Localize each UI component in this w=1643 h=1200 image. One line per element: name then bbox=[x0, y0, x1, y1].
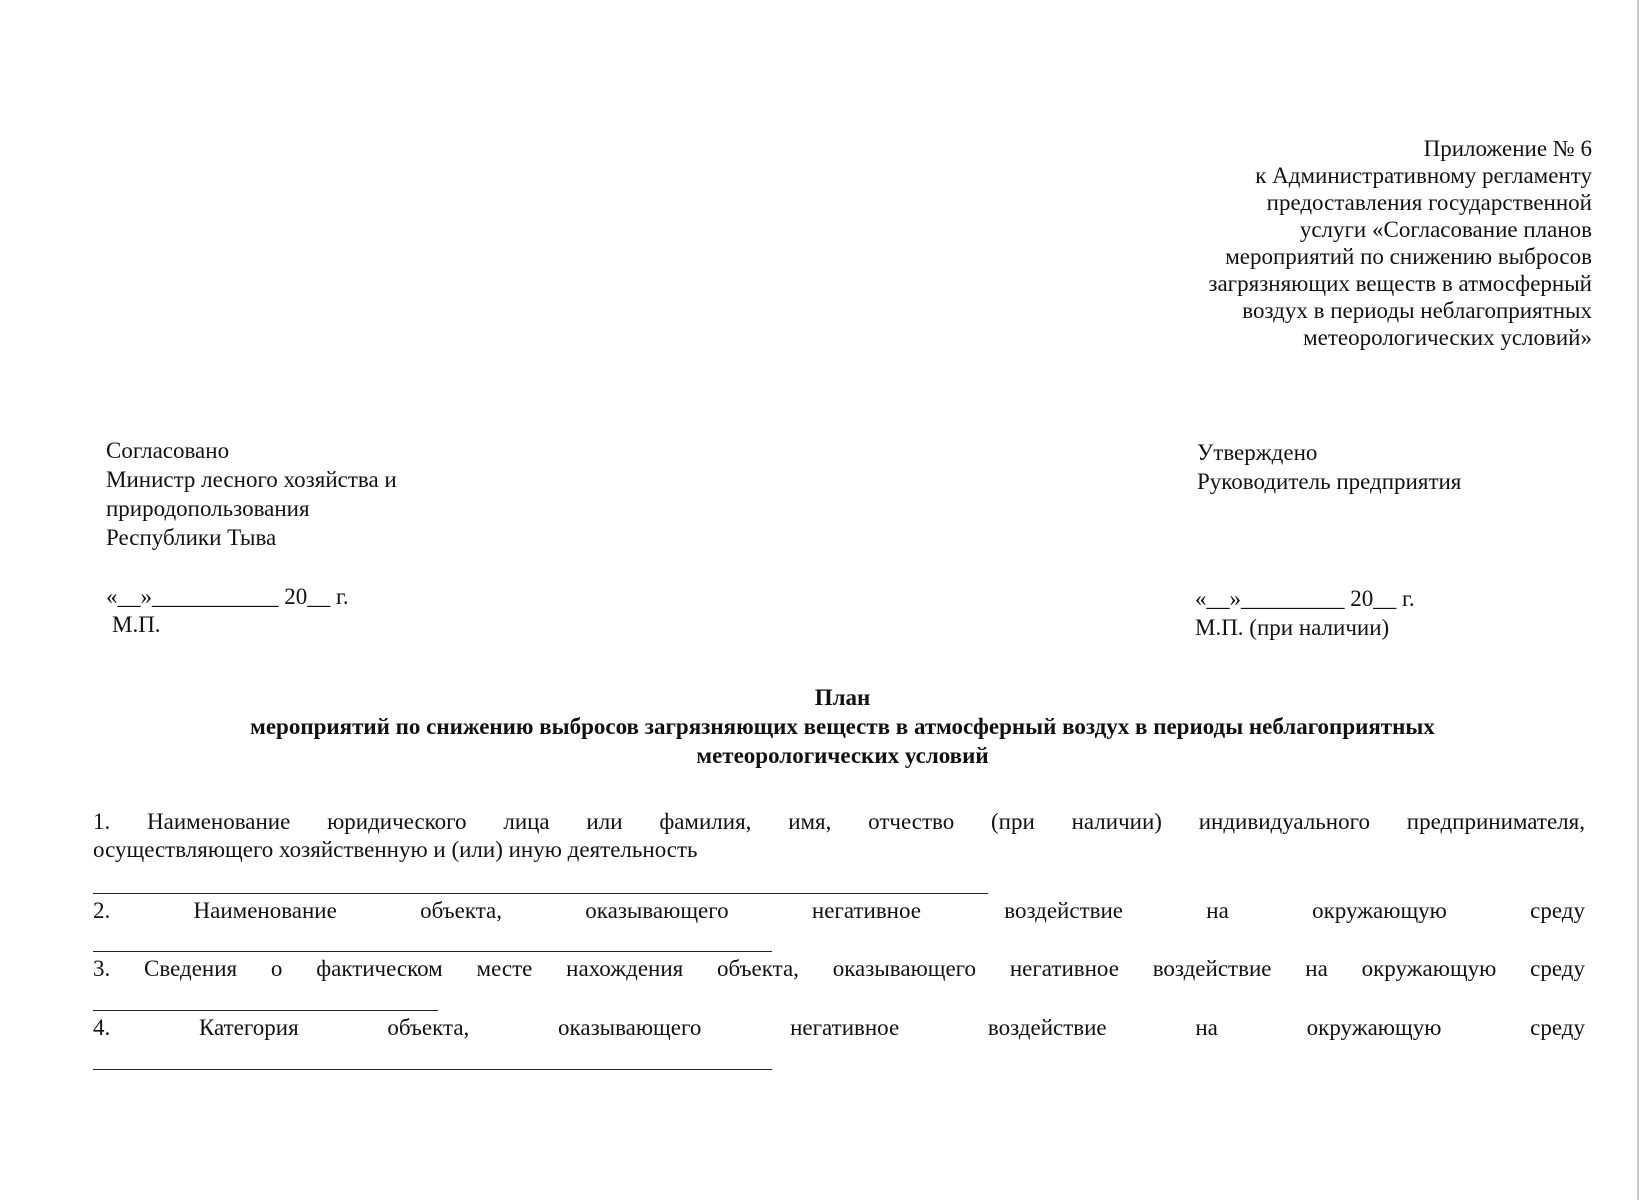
item-4-word: негативное bbox=[790, 1015, 900, 1040]
plan-title-line: План bbox=[814, 685, 871, 710]
approval-agreed-line: природопользования bbox=[106, 496, 310, 521]
agreed-stamp-label: М.П. bbox=[112, 612, 161, 637]
item-4-fill-line bbox=[93, 1069, 772, 1070]
item-2 bbox=[93, 897, 1585, 924]
item-3-word: фактическом bbox=[316, 956, 443, 981]
item-4-word: объекта, bbox=[387, 1015, 470, 1040]
item-3-word: 3. bbox=[93, 956, 111, 981]
plan-title-line: мероприятий по снижению выбросов загрязняющих веществ в атмосферный воздух в периоды неблагоприятных bbox=[250, 714, 1435, 739]
item-2-word: воздействие bbox=[1004, 898, 1123, 923]
item-3 bbox=[93, 955, 1585, 982]
item-4 bbox=[93, 1014, 1585, 1041]
approved-date-field: «__»_________ 20__ г. bbox=[1195, 586, 1415, 611]
appendix-line: Приложение № 6 bbox=[1423, 136, 1592, 161]
appendix-line: воздух в периоды неблагоприятных bbox=[1242, 298, 1592, 323]
item-4-word: оказывающего bbox=[558, 1015, 702, 1040]
item-3-word: Сведения bbox=[144, 956, 238, 981]
plan-title-line: метеорологических условий bbox=[696, 743, 989, 768]
appendix-header bbox=[872, 135, 1592, 351]
agreed-date-field: «__»___________ 20__ г. bbox=[106, 584, 349, 609]
item-4-word: на bbox=[1195, 1015, 1218, 1040]
item-3-word: оказывающего bbox=[832, 956, 977, 981]
item-3-word: месте bbox=[476, 956, 533, 981]
item-4-word: воздействие bbox=[987, 1015, 1107, 1040]
item-2-word: негативное bbox=[811, 898, 921, 923]
item-3-word: окружающую bbox=[1361, 956, 1497, 981]
appendix-line: предоставления государственной bbox=[1266, 190, 1592, 215]
item-1-line: осуществляющего хозяйственную и (или) иную деятельность bbox=[93, 837, 698, 862]
item-3-word: объекта, bbox=[717, 956, 799, 981]
item-4-word: среду bbox=[1530, 1015, 1585, 1040]
item-3-word: негативное bbox=[1009, 956, 1119, 981]
plan-title bbox=[100, 683, 1585, 770]
scan-edge-line bbox=[1637, 0, 1639, 1200]
approval-agreed-line: Республики Тыва bbox=[106, 525, 277, 550]
item-2-word: объекта, bbox=[420, 898, 503, 923]
item-3-word: нахождения bbox=[566, 956, 684, 981]
item-2-word: окружающую bbox=[1312, 898, 1447, 923]
item-2-word: 2. bbox=[93, 898, 111, 923]
item-3-word: о bbox=[270, 956, 283, 981]
approval-approved-line: Утверждено bbox=[1197, 440, 1318, 465]
approval-agreed-line: Согласовано bbox=[106, 438, 230, 463]
appendix-line: мероприятий по снижению выбросов bbox=[1225, 244, 1592, 269]
item-4-word: Категория bbox=[198, 1015, 299, 1040]
approval-agreed-line: Министр лесного хозяйства и bbox=[106, 467, 397, 492]
approval-approved-block bbox=[1197, 438, 1617, 496]
item-3-fill-line bbox=[93, 1010, 438, 1011]
item-2-fill-line bbox=[93, 951, 772, 952]
appendix-line: услуги «Согласование планов bbox=[1299, 217, 1592, 242]
item-4-word: 4. bbox=[93, 1015, 111, 1040]
item-3-word: среду bbox=[1530, 956, 1585, 981]
appendix-line: загрязняющих веществ в атмосферный bbox=[1208, 271, 1592, 296]
item-2-word: Наименование bbox=[193, 898, 337, 923]
approved-stamp-label: М.П. (при наличии) bbox=[1195, 615, 1390, 640]
item-4-word: окружающую bbox=[1306, 1015, 1442, 1040]
appendix-line: метеорологических условий» bbox=[1303, 325, 1592, 350]
item-3-word: на bbox=[1305, 956, 1328, 981]
item-1-line: 1. Наименование юридического лица или фамилия, имя, отчество (при наличии) индивидуального предпринимателя, bbox=[93, 809, 1585, 834]
item-2-word: среду bbox=[1530, 898, 1585, 923]
appendix-line: к Административному регламенту bbox=[1255, 163, 1592, 188]
item-3-word: воздействие bbox=[1152, 956, 1272, 981]
approval-agreed-block bbox=[106, 436, 626, 552]
item-2-word: на bbox=[1206, 898, 1229, 923]
item-2-word: оказывающего bbox=[585, 898, 729, 923]
item-1 bbox=[93, 808, 1585, 864]
approval-approved-line: Руководитель предприятия bbox=[1197, 469, 1462, 494]
item-1-fill-line bbox=[93, 893, 988, 894]
